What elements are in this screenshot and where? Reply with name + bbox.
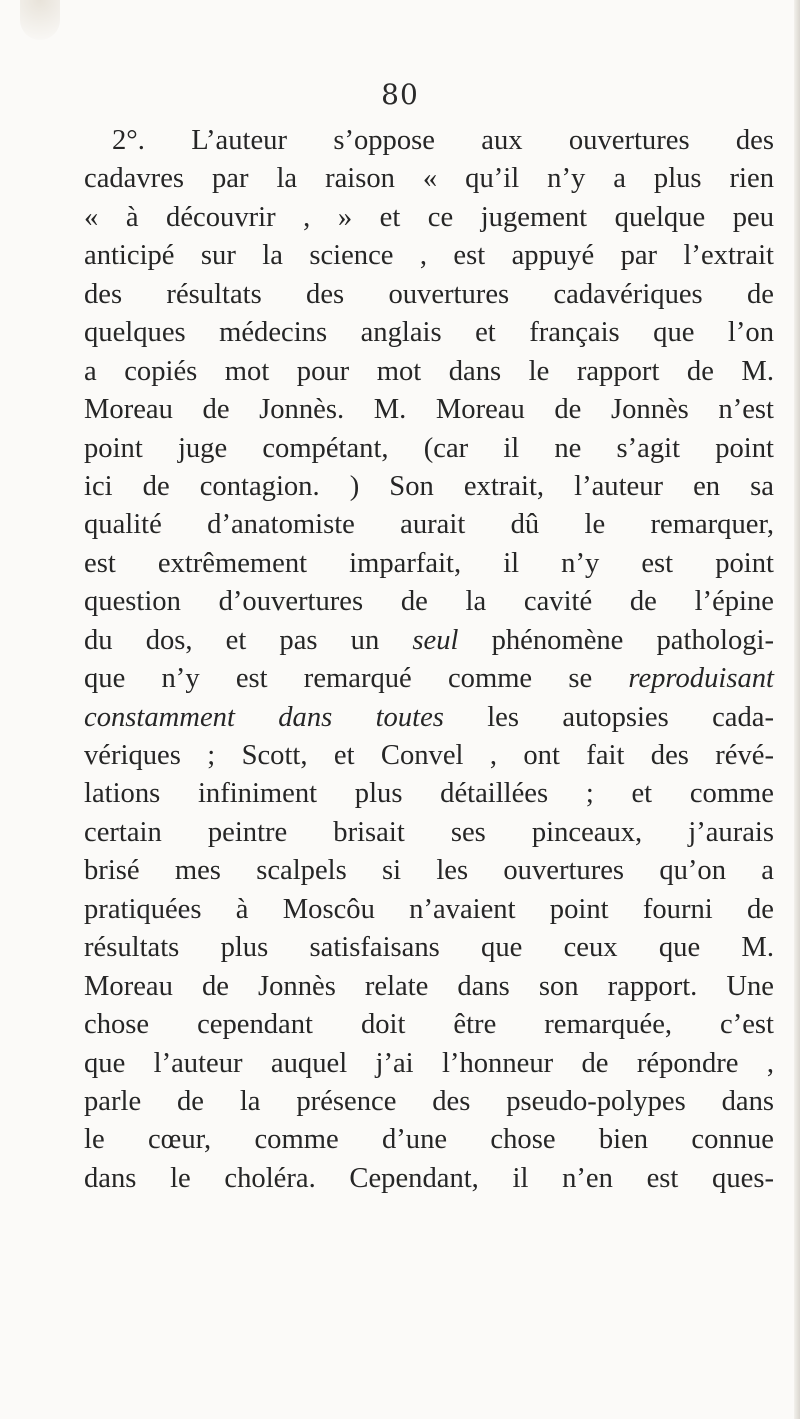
text-line-12: est extrêmement imparfait, il n’y est point	[84, 547, 774, 579]
page-number: 80	[381, 78, 419, 111]
text-line-23: Moreau de Jonnès relate dans son rapport. Une	[84, 970, 774, 1002]
text-line-21: pratiquées à Moscôu n’avaient point fourni de	[84, 893, 774, 925]
text-line-1: 2°. L’auteur s’oppose aux ouvertures des	[112, 125, 774, 156]
page-edge	[794, 0, 800, 1419]
text-line-25: que l’auteur auquel j’ai l’honneur de répondre ,	[84, 1047, 774, 1079]
text-line-10: ici de contagion. ) Son extrait, l’auteur en sa	[84, 470, 774, 502]
text-line-4: anticipé sur la science , est appuyé par l’extrait	[84, 240, 774, 272]
body-text	[84, 122, 774, 1198]
text-line-16	[84, 699, 774, 737]
text-line-7: a copiés mot pour mot dans le rapport de M.	[84, 355, 774, 387]
text-line-11: qualité d’anatomiste aurait dû le remarquer,	[84, 509, 774, 541]
italic-seul: seul	[412, 624, 459, 656]
page-stain	[20, 0, 60, 40]
text-line-5: des résultats des ouvertures cadavériques de	[84, 278, 774, 310]
text-line-17: vériques ; Scott, et Convel , ont fait des révé-	[84, 740, 774, 771]
text-line-20: brisé mes scalpels si les ouvertures qu’on a	[84, 855, 774, 887]
text-line-26: parle de la présence des pseudo-polypes dans	[84, 1085, 774, 1117]
text-segment: que n’y est remarqué comme se	[84, 663, 593, 695]
text-segment: phénomène pathologi-	[491, 624, 775, 656]
text-line-6: quelques médecins anglais et français que l’on	[84, 317, 774, 349]
text-line-28: dans le choléra. Cependant, il n’en est ques-	[84, 1162, 774, 1194]
text-segment: les autopsies cada-	[487, 701, 774, 733]
text-line-19: certain peintre brisait ses pinceaux, j’aurais	[84, 816, 774, 848]
text-line-2: cadavres par la raison « qu’il n’y a plus rien	[84, 163, 774, 195]
italic-reproduisant: reproduisant	[628, 663, 774, 695]
text-line-27: le cœur, comme d’une chose bien connue	[84, 1124, 774, 1156]
text-line-8: Moreau de Jonnès. M. Moreau de Jonnès n’est	[84, 394, 774, 426]
text-segment: du dos, et pas un	[84, 624, 380, 656]
text-line-13: question d’ouvertures de la cavité de l’épine	[84, 586, 774, 618]
text-line-9: point juge compétant, (car il ne s’agit point	[84, 432, 774, 464]
text-line-3: « à découvrir , » et ce jugement quelque peu	[84, 201, 774, 233]
text-line-24: chose cependant doit être remarquée, c’est	[84, 1009, 774, 1041]
text-line-22: résultats plus satisfaisans que ceux que M.	[84, 932, 774, 964]
italic-constamment: constamment dans toutes	[84, 701, 444, 733]
text-line-15	[84, 660, 774, 698]
text-line-14	[84, 622, 774, 660]
text-line-18: lations infiniment plus détaillées ; et comme	[84, 778, 774, 810]
